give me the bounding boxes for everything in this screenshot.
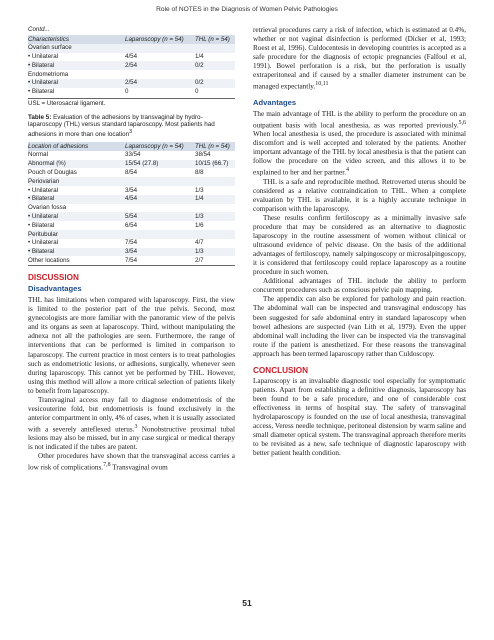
table-cell: 2/54 [125, 79, 195, 88]
paragraph [253, 26, 466, 92]
citation-ref: 4 [346, 167, 349, 174]
table-cell [125, 177, 195, 186]
table-cell: 1/3 [195, 212, 235, 221]
table-4-continued [28, 35, 235, 97]
table-row [28, 186, 235, 195]
table-cell: • Bilateral [28, 248, 125, 257]
table-cell [125, 70, 195, 79]
table-cell: 4/54 [125, 53, 138, 61]
paragraph-text: Other procedures have shown that the transvaginal access carries a low risk of complications. [28, 452, 235, 472]
table-header-cell: Laparoscopy (n = 54) [125, 142, 195, 151]
table-row [28, 70, 235, 79]
table-cell: Peritubular [28, 230, 125, 239]
citation-ref: 5,6 [458, 119, 466, 126]
table-row [28, 221, 235, 230]
right-column [253, 26, 466, 458]
table-cell: 3/54 [125, 186, 138, 194]
table-row [28, 248, 235, 257]
heading-disadvantages: Disadvantages [28, 284, 82, 294]
table-cell [125, 204, 195, 213]
table-cell [195, 70, 235, 79]
paragraph-text: Transvaginal access may fail to diagnose endometriosis of the vesicouterine fold, but endometriosis is found exclusively in the anterior compartment in only, 4% of cases, when it is usually associated with a severely anteflexed uterus. [28, 395, 235, 434]
table-5-caption-text: Evaluation of the adhesions by transvaginal by hydro-laparoscopy (THL) versus standard laparoscopy. Most patients had adhesions in more than one location [28, 113, 215, 139]
table-cell: • Bilateral [28, 195, 125, 204]
paragraph: Additional advantages of THL include the ability to perform concurrent procedures such as conscious pelvic pain mapping. [253, 277, 466, 295]
table-header-row [28, 142, 235, 151]
paragraph-text: When local anesthesia is used, the procedure is associated with minimal discomfort and is well accepted and tolerated by the patients. Another important advantage of the THL by local anesthesia is that the patient can follow the procedure on the video screen, and this allows it to be explained to her and her partner. [253, 130, 466, 177]
paragraph [28, 452, 235, 472]
table-cell [195, 230, 235, 239]
table-cell: Periovarian [28, 177, 125, 186]
table-cell: • Bilateral [28, 61, 125, 70]
table-cell: Other locations [28, 256, 70, 264]
table-cell: 1/6 [195, 221, 204, 229]
table-cell: 33/54 [125, 151, 141, 159]
table-cell: 1/3 [195, 186, 204, 194]
table-row [28, 79, 235, 88]
table-cell: 0 [195, 88, 199, 96]
table-row [28, 151, 235, 160]
table-row [28, 195, 235, 204]
citation-ref: 7,8 [103, 462, 111, 469]
table-cell: 10/15 (66.7) [195, 160, 235, 169]
table-header-row [28, 35, 235, 44]
table-cell: 3/54 [125, 248, 195, 257]
table-cell: 7/54 [125, 239, 138, 247]
table-bottom-rule [28, 265, 235, 266]
table-cell: 1/3 [195, 248, 235, 257]
table-header-cell: THL (n = 54) [195, 35, 235, 44]
citation-ref: 10,11 [315, 81, 329, 88]
table-cell: Ovarian surface [28, 44, 125, 53]
table-cell: 2/54 [125, 61, 195, 70]
table-header-cell: Laparoscopy (n = 54) [125, 35, 195, 44]
table-row [28, 204, 235, 213]
table-cell [195, 204, 235, 213]
table-cell: Endometrioma [28, 70, 69, 78]
table-cell: 8/54 [125, 168, 138, 176]
paragraph: The appendix can also be explored for pathology and pain reaction. The abdominal wall can be inspected and transvaginal endoscopy has been suggested for safe abdominal entry in standard laparoscopy when bowel adhesions are suspected (van Lith et al, 1979). Even the upper abdominal wall including the liver can be inspected via the transvaginal route if the patient is anesthetized. For these reasons the transvaginal approach has been termed laparoscopy rather than Culdoscopy. [253, 295, 466, 358]
heading-conclusion: CONCLUSION [253, 365, 309, 375]
table-cell: 4/7 [195, 239, 204, 247]
table-cell: Pouch of Douglas [28, 168, 77, 176]
paragraph-text: Transvaginal ovum [110, 463, 168, 472]
citation-ref: 3 [129, 129, 133, 136]
table-header-cell: THL (n = 54) [195, 142, 235, 151]
paragraph [28, 396, 235, 453]
table-header-cell: Location of adhesions [28, 142, 125, 151]
table-cell: Abnormal (%) [28, 160, 125, 169]
table-continued-label: Contd... [28, 26, 50, 33]
paragraph: Laparoscopy is an invaluable diagnostic tool especially for symptomatic patients. Apart from establishing a definitive diagnosis, laparoscopy has been found to be a safe procedure, and one of considerable cost effectiveness in terms of hospital stay. The safety of transvaginal hydrolaparoscopy is founded on the use of local anesthesia, transvaginal access, Veress needle technique, peritoneal distension by warm saline and small diameter optical system. The transvaginal approach therefore merits to be revisited as a new, safe technique of diagnostic laparoscopy with better patient health condition. [253, 376, 466, 458]
table-cell: • Bilateral [28, 221, 55, 229]
table-cell [125, 44, 195, 53]
table-cell [195, 177, 235, 186]
table-cell: 6/54 [125, 221, 138, 229]
table-cell: 4/54 [125, 195, 195, 204]
table-cell: 2/7 [195, 256, 204, 264]
table-5-label: Table 5: [28, 113, 52, 121]
table-cell [195, 44, 235, 53]
table-cell: Ovarian fossa [28, 204, 67, 212]
paragraph: THL is a safe and reproducible method. Retroverted uterus should be considered as a relative contraindication to THL. When a complete evaluation by THL is available, it is a highly accurate technique in comparison with the laparoscopy. [253, 177, 466, 213]
table-cell: • Unilateral [28, 79, 125, 88]
table-cell: • Unilateral [28, 186, 59, 194]
table-cell: 0/2 [195, 61, 235, 70]
table-header-cell: Characteristics [28, 35, 125, 44]
table-row [28, 168, 235, 177]
table-cell: 0 [125, 88, 129, 96]
table-cell: 7/54 [125, 256, 138, 264]
table-cell: 5/54 [125, 212, 195, 221]
table-cell: • Unilateral [28, 53, 59, 61]
table-row [28, 239, 235, 248]
paragraph-text: Nonobstructive proximal tubal lesions may also be missed, but in any case surgical or medical therapy is not indicated if the tubes are patent. [28, 425, 235, 452]
table-cell: • Unilateral [28, 212, 125, 221]
table-cell: 0/2 [195, 79, 235, 88]
table-cell: 15/54 (27.8) [125, 160, 195, 169]
table-row [28, 177, 235, 186]
table-5-caption [28, 114, 235, 139]
table-cell: • Unilateral [28, 239, 59, 247]
paragraph [253, 110, 466, 178]
table-row [28, 61, 235, 70]
table-cell: 8/8 [195, 168, 204, 176]
paragraph: These results confirm fertiloscopy as a minimally invasive safe procedure that may be considered as an alternative to diagnostic laparoscopy in the routine assessment of women without clinical or ultrasound evidence of pelvic disease. On the basis of the additional advantages of fertiloscopy, namely salpingoscopy or microsalpingoscopy, it is considered that fertiloscopy could replace laparoscopy as a routine procedure in such women. [253, 214, 466, 277]
table-row [28, 53, 235, 62]
heading-discussion: DISCUSSION [28, 273, 79, 283]
table-cell: 1/4 [195, 53, 204, 61]
table-row [28, 230, 235, 239]
table-5 [28, 142, 235, 265]
paragraph-text: retrieval procedures carry a risk of infection, which is estimated at 0.4%, whether or not vaginal disinfection is performed (Dicker et al, 1993; Roest et al, 1996). Culdocentesis in developing countries is accepted as a safe procedure for the diagnosis of ectopic pregnancies (Falfoul et al, 1991). Bowel perforation is a risk, but the perforation is usually extraperitoneal and if caused by a smaller diameter instrument can be managed expectantly. [253, 26, 466, 91]
table-cell: • Bilateral [28, 88, 55, 96]
table-row [28, 212, 235, 221]
paragraph: THL has limitations when compared with laparoscopy. First, the view is limited to the posterior part of the true pelvis. Second, most gynecologists are more familiar with the panoramic view of the pelvis and its organs as seen at laparoscopy. Third, without manipulating the adnexa not all the pathologies are seen. Furthermore, the range of interventions that can be performed is limited in comparison to laparoscopy. The current practice in most centers is to treat pathologies such as endometriotic lesions, or adhesions, surgically, whenever seen during laparoscopy. This cannot yet be performed by THL. However, using this method will allow a more critical selection of patients likely to benefit from laparoscopy. [28, 296, 235, 395]
table-cell: 38/54 [195, 151, 211, 159]
table-row [28, 44, 235, 53]
heading-advantages: Advantages [253, 97, 297, 107]
table-row [28, 256, 235, 265]
page-number: 51 [242, 598, 252, 608]
table-row [28, 160, 235, 169]
left-column [28, 26, 235, 473]
paragraph-text: The main advantage of THL is the ability to perform the procedure on an outpatient basis with local anesthesia, as was reported previously. [253, 109, 466, 130]
table-cell: 1/4 [195, 195, 235, 204]
table-row [28, 88, 235, 97]
table-cell: Normal [28, 151, 48, 159]
citation-ref: 3 [134, 423, 138, 430]
table-cell [125, 230, 195, 239]
running-header: Role of NOTES in the Diagnosis of Women Pelvic Pathologies [156, 6, 338, 13]
table-footnote: USL = Uterosacral ligament. [28, 98, 235, 107]
